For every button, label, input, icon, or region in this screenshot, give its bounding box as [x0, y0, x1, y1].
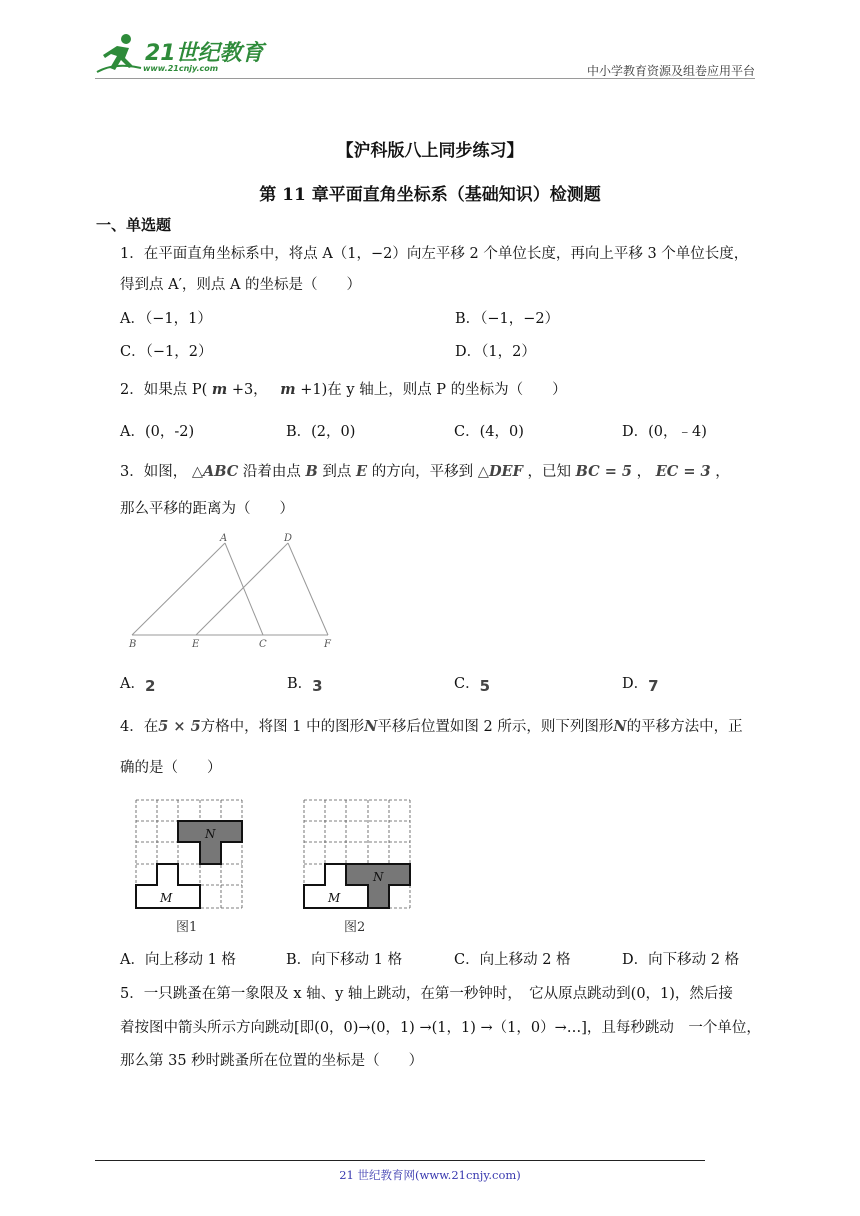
q1-option-a: A．（−1，1） [120, 311, 212, 327]
q3-point-e: E [356, 463, 368, 480]
q5-line1: 5．一只跳蚤在第一象限及 x 轴、y 轴上跳动，在第一秒钟时， 它从原点跳动到(0，1)，然后接 [120, 986, 733, 1002]
q2-var-m2: m [280, 381, 296, 398]
q3-stem [120, 465, 730, 480]
q3-text-5: ，已知 [527, 464, 571, 480]
fig-label-b: B [129, 639, 137, 650]
q2-text-3: +1)在 y 轴上，则点 P 的坐标为（ ） [300, 382, 567, 398]
q2-option-d: D．(0，﹣4) [622, 424, 707, 440]
q1-line1: 1．在平面直角坐标系中，将点 A（1，−2）向左平移 2 个单位长度，再向上平移 3 个单位长度， [120, 246, 749, 262]
q2-var-m1: m [211, 381, 228, 398]
q3-option-a: A．2 [120, 676, 156, 695]
q5-line3: 那么第 35 秒时跳蚤所在位置的坐标是（ ） [120, 1053, 424, 1069]
q1-option-b: B．（−1，−2） [455, 311, 560, 327]
fig1-label-m: M [160, 891, 173, 905]
q2-option-b: B．(2，0) [286, 424, 356, 440]
q3-triangle-def: △DEF [477, 463, 523, 480]
logo-text: 21世纪教育 [145, 41, 264, 66]
fig-label-e: E [192, 639, 200, 650]
q3-comma-2: ， [715, 464, 730, 480]
section-heading: 一、单选题 [96, 216, 172, 234]
fig2-label-m: M [328, 891, 341, 905]
q5-line2: 着按图中箭头所示方向跳动[即(0，0)→(0，1) →(1，1) →（1，0）→…]，且每秒跳动 一个单位， [120, 1020, 761, 1036]
q1-option-d: D．（1，2） [455, 344, 536, 360]
q4-option-b: B．向下移动 1 格 [286, 952, 403, 968]
q2-text-1: 2．如果点 P( [120, 382, 208, 398]
q3-text-4: 的方向，平移到 [371, 464, 474, 480]
page-title: 【沪科版八上同步练习】 [336, 141, 524, 161]
header-divider [95, 78, 755, 79]
fig2-label-n: N [373, 870, 384, 884]
q4-stem [120, 720, 743, 735]
q4-grid-size: 5 × 5 [158, 718, 201, 735]
logo-runner-icon [95, 32, 145, 76]
q2-stem [120, 383, 567, 398]
logo-url: www.21cnjy.com [143, 64, 219, 73]
footer-divider [95, 1160, 705, 1161]
fig1-caption: 图1 [176, 920, 198, 935]
q4-shape-n-2: N [613, 718, 627, 735]
q3-ec-equation: EC = 3 [655, 463, 711, 480]
q3-point-b: B [305, 463, 318, 480]
q3-bc-equation: BC = 5 [575, 463, 632, 480]
footer-text: 21 世纪教育网(www.21cnjy.com) [339, 1168, 521, 1182]
q4-option-c: C．向上移动 2 格 [454, 952, 571, 968]
page-subtitle: 第 11 章平面直角坐标系（基础知识）检测题 [259, 185, 601, 205]
q3-triangle-abc: △ABC [191, 463, 239, 480]
q4-figure-2 [302, 798, 414, 938]
header-platform-text: 中小学教育资源及组卷应用平台 [586, 64, 755, 78]
q3-text-1: 3．如图， [120, 464, 188, 480]
q4-text-4: 的平移方法中，正 [626, 719, 743, 735]
q4-option-a: A．向上移动 1 格 [120, 952, 236, 968]
q4-shape-n-1: N [364, 718, 378, 735]
q4-option-d: D．向下移动 2 格 [622, 952, 740, 968]
q4-text-2: 方格中，将图 1 中的图形 [200, 719, 365, 735]
fig2-caption: 图2 [344, 920, 366, 935]
q3-comma-1: ， [636, 464, 652, 480]
fig-label-d: D [284, 533, 293, 544]
fig-label-a: A [220, 533, 228, 544]
q1-option-c: C．（−1，2） [120, 344, 213, 360]
q3-text-2: 沿着由点 [242, 464, 301, 480]
fig-label-f: F [324, 639, 331, 650]
fig-label-c: C [259, 639, 267, 650]
q3-option-b: B．3 [287, 676, 323, 695]
q3-text-3: 到点 [322, 464, 352, 480]
q3-line2: 那么平移的距离为（ ） [120, 501, 294, 517]
q3-option-c: C．5 [454, 676, 491, 695]
q2-text-2: +3， [231, 382, 268, 398]
q4-line2: 确的是（ ） [120, 760, 222, 776]
q3-triangle-figure [122, 532, 342, 654]
q2-option-a: A．(0，-2) [120, 424, 195, 440]
q2-option-c: C．(4，0) [454, 424, 524, 440]
fig1-label-n: N [205, 827, 216, 841]
q4-text-1: 4．在 [120, 719, 159, 735]
q4-figure-1 [134, 798, 246, 938]
q3-option-d: D．7 [622, 676, 659, 695]
q1-line2: 得到点 A′，则点 A 的坐标是（ ） [120, 277, 362, 293]
q4-text-3: 平移后位置如图 2 所示，则下列图形 [377, 719, 614, 735]
